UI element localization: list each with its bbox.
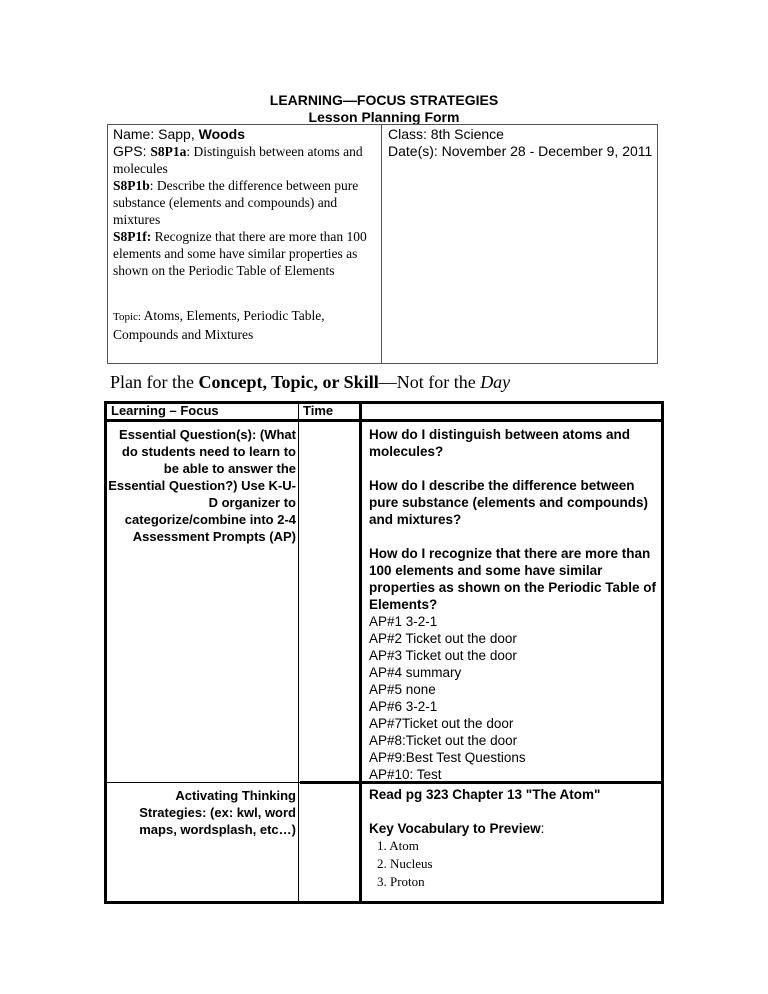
form-title: LEARNING—FOCUS STRATEGIES: [269, 92, 499, 108]
essential-question-label: Essential Question(s): (What do students need to learn to be able to answer the Essential Question?) Use K-U-D organizer to categorize/combine into 2-4 Assessment Prompts (AP): [108, 427, 296, 544]
vocab-heading: Key Vocabulary to Preview:: [369, 821, 545, 836]
standard-s8p1b: S8P1b: Describe the difference between pure substance (elements and compounds) and mixtures: [113, 178, 359, 227]
vocab-item: 3. Proton: [377, 874, 425, 889]
ap-9: AP#9:Best Test Questions: [369, 750, 526, 765]
topic: Topic: Atoms, Elements, Periodic Table, Compounds and Mixtures: [113, 308, 325, 342]
vocab-item: 1. Atom: [377, 838, 419, 853]
question-3: How do I recognize that there are more than 100 elements and some have similar properties as shown on the Periodic Table of Elements?: [369, 546, 657, 612]
table-divider-1: [298, 401, 299, 904]
form-subtitle: Lesson Planning Form: [308, 109, 460, 125]
essential-questions: [369, 426, 659, 783]
info-right-column: [388, 126, 653, 160]
ap-7: AP#7Ticket out the door: [369, 716, 514, 731]
info-box-divider: [381, 125, 382, 363]
teacher-name: Name: Sapp, Woods: [113, 126, 246, 142]
dates-field: Date(s): November 28 - December 9, 2011: [388, 143, 653, 159]
read-assignment: Read pg 323 Chapter 13 "The Atom": [369, 787, 601, 802]
ap-4: AP#4 summary: [369, 665, 462, 680]
header-time: Time: [303, 403, 334, 418]
ap-10: AP#10: Test: [369, 767, 442, 782]
class-field: Class: 8th Science: [388, 126, 504, 142]
header-learning-focus: Learning – Focus: [111, 403, 219, 418]
question-2: How do I describe the difference between pure substance (elements and compounds) and mixtures?: [369, 478, 649, 527]
table-row-divider-left: [104, 782, 300, 783]
question-1: How do I distinguish between atoms and molecules?: [369, 427, 631, 459]
standard-s8p1a: GPS: S8P1a: Distinguish between atoms and molecules: [113, 143, 363, 176]
info-left-column: [113, 126, 379, 343]
table-divider-2: [359, 401, 362, 904]
standard-s8p1f: S8P1f: Recognize that there are more than 100 elements and some have similar properties as shown on the Periodic Table of Elements: [113, 229, 367, 278]
ap-8: AP#8:Ticket out the door: [369, 733, 518, 748]
ap-5: AP#5 none: [369, 682, 436, 697]
vocab-item: 2. Nucleus: [377, 856, 433, 871]
activating-label: Activating Thinking Strategies: (ex: kwl, word maps, wordsplash, etc…): [139, 788, 296, 837]
activating-content: [369, 786, 659, 891]
vocab-list: [369, 837, 659, 891]
ap-6: AP#6 3-2-1: [369, 699, 438, 714]
ap-3: AP#3 Ticket out the door: [369, 648, 517, 663]
ap-2: AP#2 Ticket out the door: [369, 631, 517, 646]
ap-1: AP#1 3-2-1: [369, 614, 438, 629]
table-header-divider: [104, 419, 664, 422]
plan-heading: Plan for the Concept, Topic, or Skill—Not for the Day: [110, 372, 511, 392]
